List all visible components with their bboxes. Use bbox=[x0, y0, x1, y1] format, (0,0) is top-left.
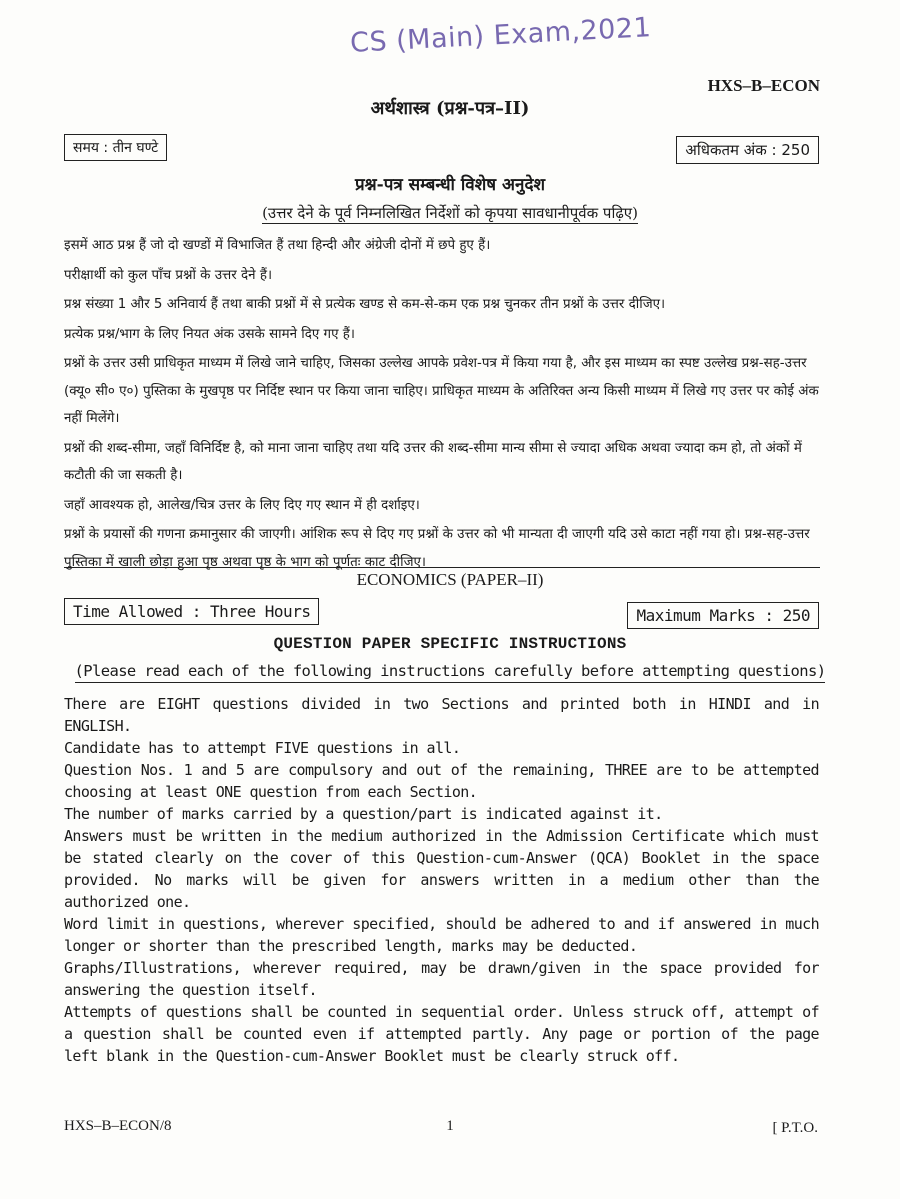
english-time-box: Time Allowed : Three Hours bbox=[64, 598, 319, 625]
hindi-instruction: प्रश्नों की शब्द-सीमा, जहाँ विनिर्दिष्ट है, को माना जाना चाहिए तथा यदि उत्तर की शब्द-सीमा मान्य सीमा से ज्यादा अधिक अथवा ज्यादा कम हो, तो अंकों में कटौती की जा सकती है। bbox=[64, 440, 802, 483]
footer-page-number: 1 bbox=[446, 1118, 454, 1134]
hindi-instruction: इसमें आठ प्रश्न हैं जो दो खण्डों में विभाजित हैं तथा हिन्दी और अंग्रेजी दोनों में छपे हुए हैं। bbox=[64, 238, 491, 253]
english-paper-title: ECONOMICS (PAPER–II) bbox=[356, 570, 544, 589]
english-instruction: Candidate has to attempt FIVE questions in all. bbox=[64, 739, 461, 757]
footer-paper-code: HXS–B–ECON/8 bbox=[64, 1118, 172, 1134]
hindi-instruction: प्रत्येक प्रश्न/भाग के लिए नियत अंक उसके सामने दिए गए हैं। bbox=[64, 326, 355, 342]
english-marks-box: Maximum Marks : 250 bbox=[627, 602, 819, 629]
hindi-instruction: प्रश्न संख्या 1 और 5 अनिवार्य हैं तथा बाकी प्रश्नों में से प्रत्येक खण्ड से कम-से-कम एक प्रश्न चुनकर तीन प्रश्नों के उत्तर दीजिए। bbox=[64, 297, 666, 312]
english-instruction: Question Nos. 1 and 5 are compulsory and out of the remaining, THREE are to be attempted choosing at least ONE question from each Section. bbox=[64, 761, 819, 801]
hindi-subheading-text: (उत्तर देने के पूर्व निम्नलिखित निर्देशों को कृपया सावधानीपूर्वक पढ़िए) bbox=[262, 204, 638, 222]
english-instructions-heading: QUESTION PAPER SPECIFIC INSTRUCTIONS bbox=[273, 635, 627, 653]
hindi-instruction: प्रश्नों के प्रयासों की गणना क्रमानुसार की जाएगी। आंशिक रूप से दिए गए प्रश्नों के उत्तर को भी मान्यता दी जाएगी यदि उसे काटा नहीं गया हो। प्रश्न-सह-उत्तर पुस्तिका में खाली छोड़ा हुआ पृष्ठ अथवा पृष्ठ के भाग को पूर्णतः काट दीजिए। bbox=[64, 527, 810, 570]
hindi-instruction: परीक्षार्थी को कुल पाँच प्रश्नों के उत्तर देने हैं। bbox=[64, 267, 273, 283]
exam-stamp: CS (Main) Exam,2021 bbox=[349, 12, 652, 59]
english-instruction: Answers must be written in the medium authorized in the Admission Certificate which must be stated clearly on the cover of this Question-cum-Answer (QCA) Booklet in the space provided. No marks will be given for answers written in a medium other than the authorized one. bbox=[64, 827, 819, 911]
english-instruction: Graphs/Illustrations, wherever required, may be drawn/given in the space provided for answering the question itself. bbox=[64, 959, 819, 999]
hindi-instruction: जहाँ आवश्यक हो, आलेख/चित्र उत्तर के लिए दिए गए स्थान में ही दर्शाइए। bbox=[64, 497, 420, 513]
english-instructions-list bbox=[64, 693, 819, 1067]
english-instruction: Attempts of questions shall be counted in sequential order. Unless struck off, attempt of a question shall be counted even if attempted partly. Any page or portion of the page left blank in the Question-cum-Answer Booklet must be clearly struck off. bbox=[64, 1003, 819, 1065]
english-subheading-text: (Please read each of the following instructions carefully before attempting questions) bbox=[75, 662, 826, 683]
footer-pto: [ P.T.O. bbox=[772, 1120, 818, 1136]
hindi-instructions-heading: प्रश्न-पत्र सम्बन्धी विशेष अनुदेश bbox=[354, 175, 546, 195]
hindi-time-box: समय : तीन घण्टे bbox=[64, 134, 167, 161]
hindi-instructions-subheading bbox=[0, 203, 900, 223]
english-instruction: Word limit in questions, wherever specified, should be adhered to and if answered in much longer or shorter than the prescribed length, marks may be deducted. bbox=[64, 915, 819, 955]
hindi-instructions-list bbox=[64, 232, 819, 578]
hindi-instruction: प्रश्नों के उत्तर उसी प्राधिकृत माध्यम में लिखे जाने चाहिए, जिसका उल्लेख आपके प्रवेश-पत्र में किया गया है, और इस माध्यम का स्पष्ट उल्लेख प्रश्न-सह-उत्तर (क्यू० सी० ए०) पुस्तिका के मुखपृष्ठ पर निर्दिष्ट स्थान पर किया जाना चाहिए। प्राधिकृत माध्यम के अतिरिक्त अन्य किसी माध्यम में लिखे गए उत्तर पर कोई अंक नहीं मिलेंगे। bbox=[64, 356, 819, 426]
hindi-paper-title: अर्थशास्त्र (प्रश्न-पत्र–II) bbox=[370, 98, 530, 119]
english-instruction: The number of marks carried by a question/part is indicated against it. bbox=[64, 805, 663, 823]
section-divider bbox=[64, 567, 820, 568]
paper-code: HXS–B–ECON bbox=[707, 76, 820, 95]
english-instruction: There are EIGHT questions divided in two Sections and printed both in HINDI and in ENGLISH. bbox=[64, 695, 819, 735]
hindi-marks-box: अधिकतम अंक : 250 bbox=[676, 136, 819, 164]
english-instructions-subheading bbox=[0, 662, 900, 680]
